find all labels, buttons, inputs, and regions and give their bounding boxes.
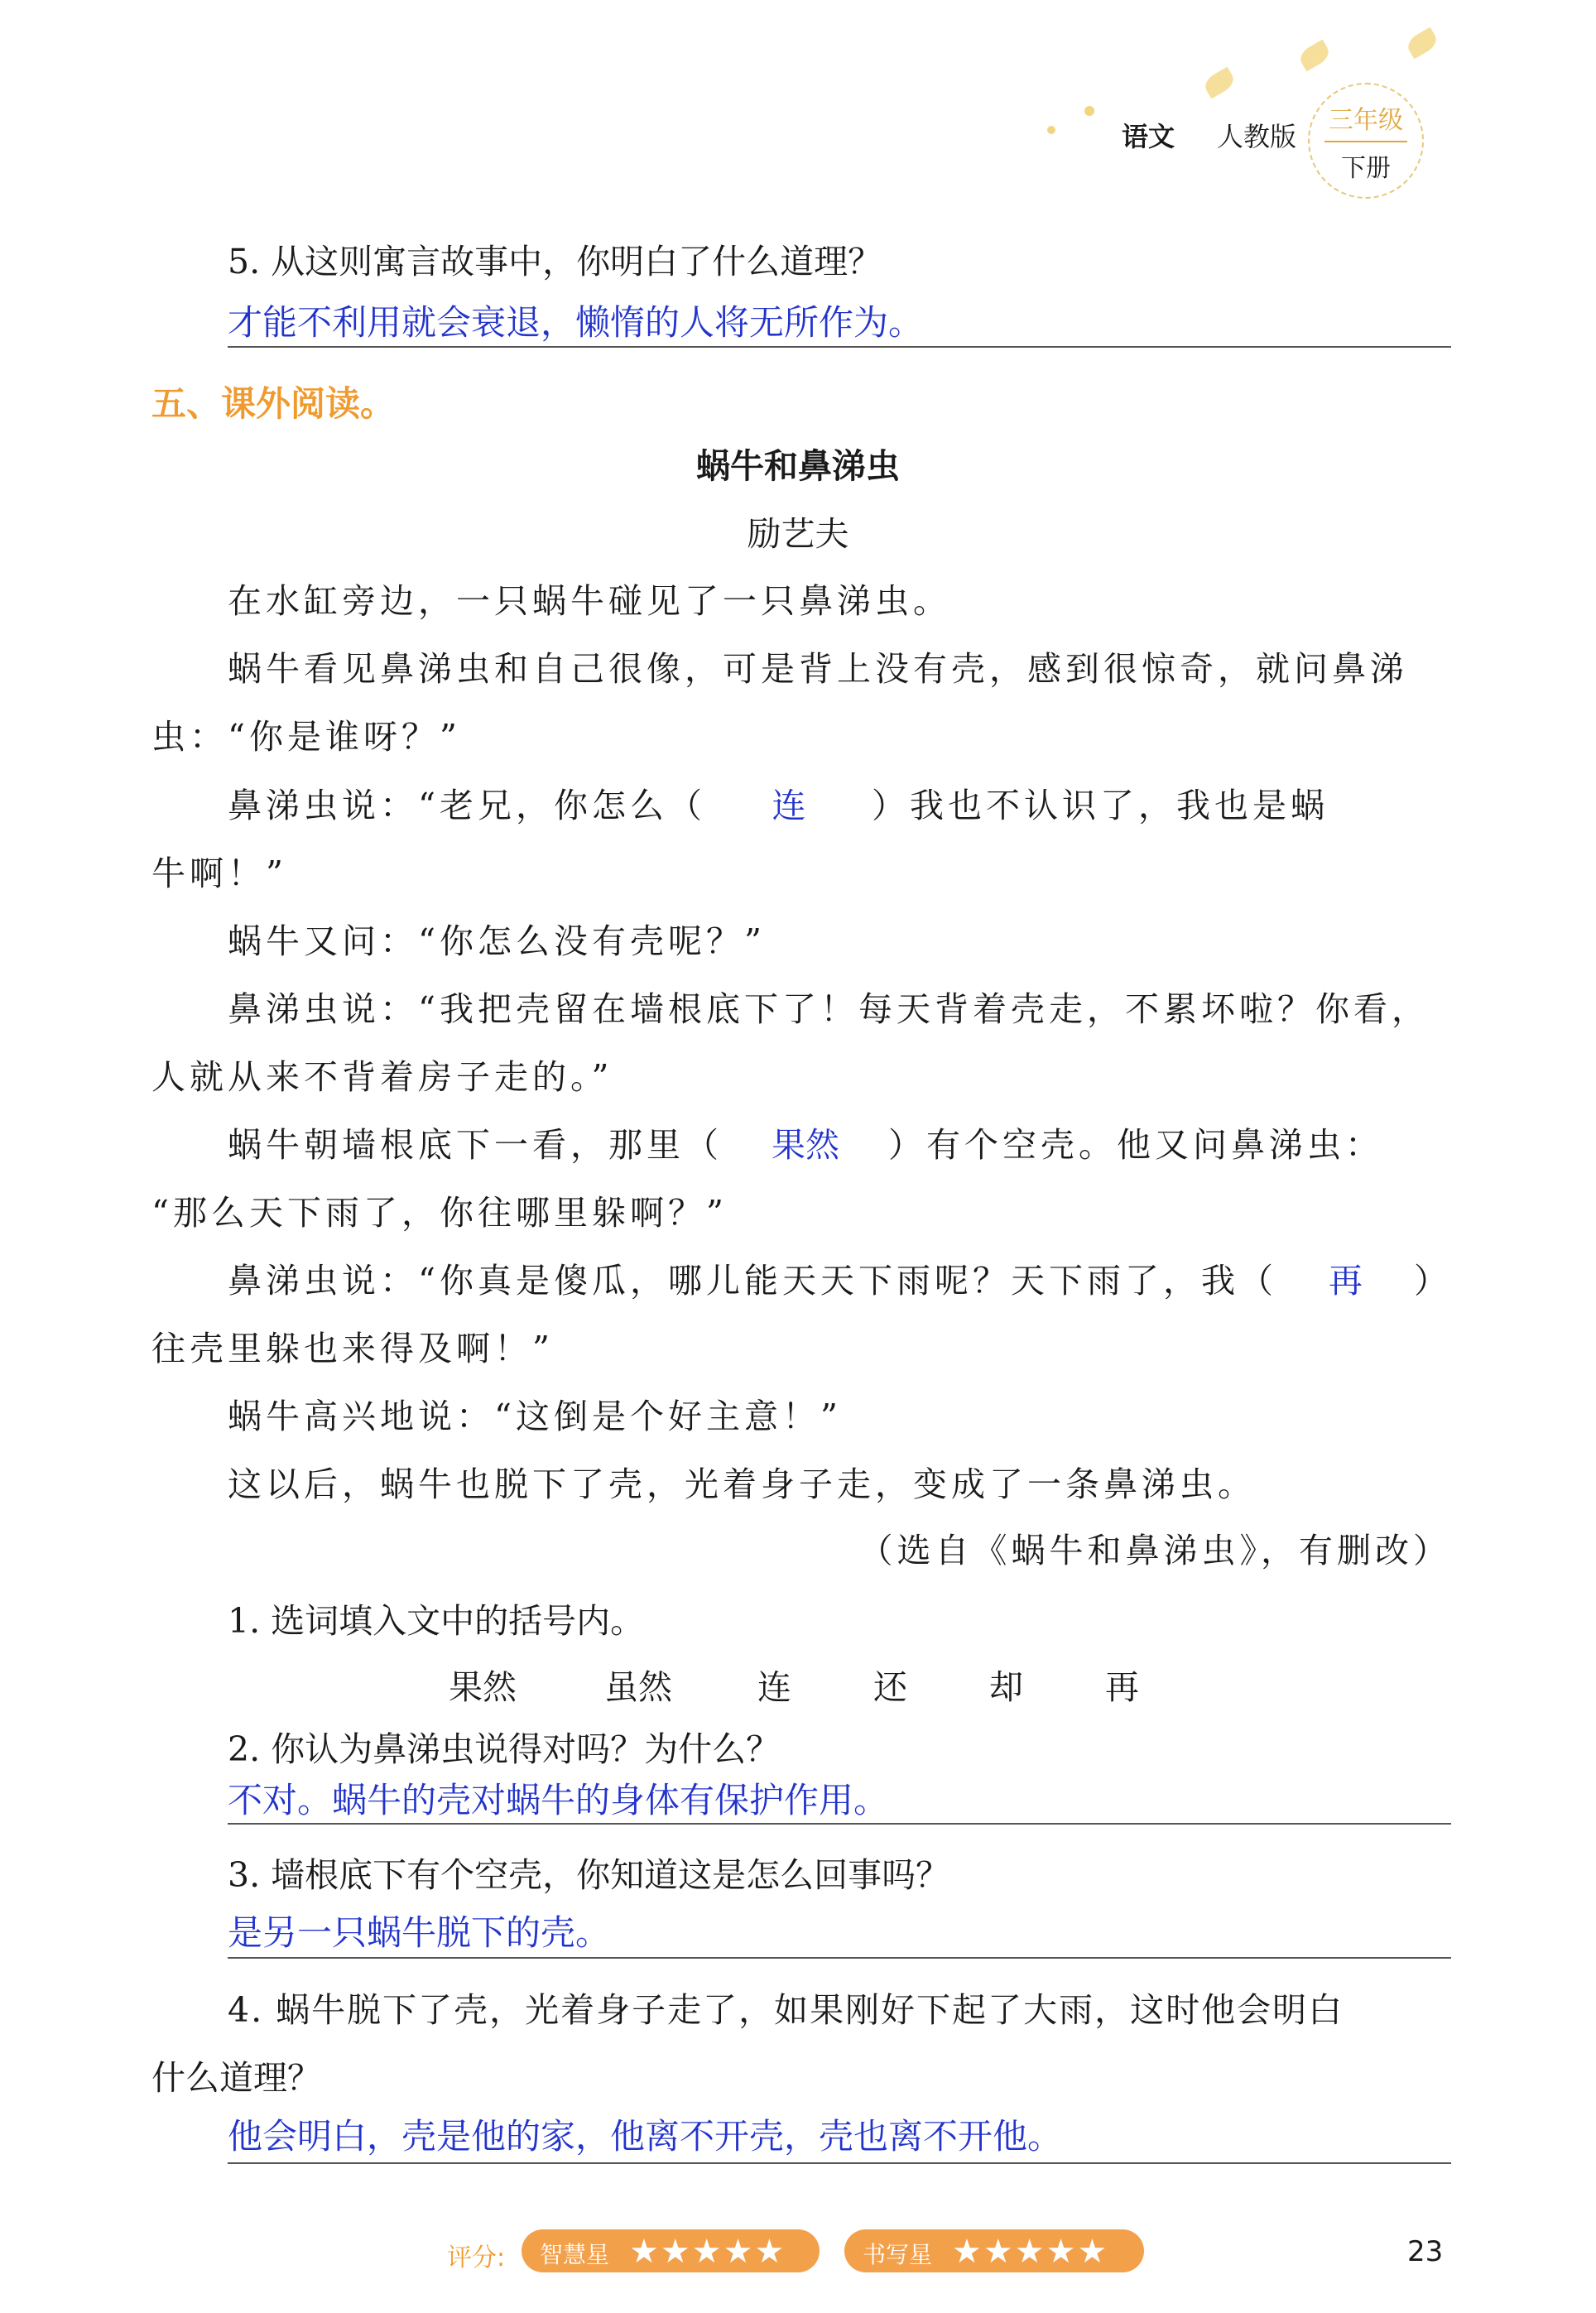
word-option: 虽然 — [604, 1667, 672, 1707]
decor-dot — [1047, 126, 1055, 134]
question-3: 3. 墙根底下有个空壳，你知道这是怎么回事吗？ — [228, 1855, 950, 1895]
grade-divider — [1324, 141, 1407, 142]
paragraph-line: 虫：“你是谁呀？” — [151, 717, 461, 757]
answer-3: 是另一只蜗牛脱下的壳。 — [228, 1912, 611, 1953]
fill-in-answer: 连 — [772, 786, 806, 825]
paragraph-line: 人就从来不背着房子走的。” — [151, 1057, 613, 1097]
writing-star-rating — [844, 2229, 1144, 2272]
fill-in-answer: 再 — [1328, 1261, 1363, 1301]
article-author: 励艺夫 — [747, 514, 849, 554]
paragraph-text: ）我也不认识了，我也是蜗 — [871, 786, 1329, 825]
grade-label: 三年级 — [1329, 106, 1403, 135]
paragraph-line — [228, 1118, 1383, 1166]
answer-4: 他会明白，壳是他的家，他离不开壳，壳也离不开他。 — [228, 2116, 1063, 2157]
question-4: 4. 蜗牛脱下了壳，光着身子走了，如果刚好下起了大雨，这时他会明白 — [228, 1990, 1344, 2030]
paragraph-line: 鼻涕虫说：“我把壳留在墙根底下了！每天背着壳走，不累坏啦？你看， — [228, 989, 1430, 1029]
leaf-icon — [1404, 27, 1440, 60]
paragraph-line: 在水缸旁边，一只蜗牛碰见了一只鼻涕虫。 — [228, 581, 951, 621]
word-option: 还 — [873, 1667, 907, 1707]
paragraph-line: 蜗牛看见鼻涕虫和自己很像，可是背上没有壳，感到很惊奇，就问鼻涕 — [228, 649, 1408, 689]
question-1: 1. 选词填入文中的括号内。 — [228, 1601, 645, 1641]
answer-line — [228, 346, 1451, 348]
leaf-icon — [1296, 40, 1332, 72]
star-icon: ★★★★★ — [952, 2233, 1109, 2271]
header-edition: 人教版 — [1217, 121, 1297, 152]
word-option: 却 — [989, 1667, 1023, 1707]
paragraph-text: 鼻涕虫说：“你真是傻瓜，哪儿能天天下雨呢？天下雨了，我（ — [228, 1261, 1277, 1301]
paragraph-line — [228, 1253, 1452, 1302]
paragraph-line: 牛啊！” — [151, 854, 287, 893]
grade-badge — [1308, 83, 1424, 199]
paragraph-text: 蜗牛朝墙根底下一看，那里（ — [228, 1125, 723, 1165]
question-4-cont: 什么道理？ — [151, 2058, 321, 2098]
paragraph-line: 蜗牛又问：“你怎么没有壳呢？” — [228, 921, 766, 961]
writing-star-label: 书写星 — [863, 2241, 933, 2268]
wisdom-star-rating — [522, 2229, 820, 2272]
article-title: 蜗牛和鼻涕虫 — [696, 446, 900, 486]
answer-line — [228, 1957, 1451, 1959]
question-5: 5. 从这则寓言故事中，你明白了什么道理？ — [228, 242, 882, 281]
article-source: （选自《蜗牛和鼻涕虫》，有删改） — [858, 1531, 1451, 1570]
header-subject: 语文 — [1122, 121, 1175, 152]
word-option: 再 — [1105, 1667, 1139, 1707]
decor-dot — [1084, 106, 1094, 116]
paragraph-line: “那么天下雨了，你往哪里躲啊？” — [151, 1193, 728, 1233]
answer-5: 才能不利用就会衰退，懒惰的人将无所作为。 — [228, 302, 924, 343]
paragraph-line: 这以后，蜗牛也脱下了壳，光着身子走，变成了一条鼻涕虫。 — [228, 1464, 1256, 1504]
score-label: 评分: — [447, 2243, 506, 2272]
word-option: 连 — [757, 1667, 791, 1707]
leaf-icon — [1201, 67, 1237, 99]
answer-line — [228, 1823, 1451, 1825]
paragraph-text: ） — [1413, 1261, 1452, 1301]
section-heading: 五、课外阅读。 — [151, 383, 396, 424]
fill-in-answer: 果然 — [772, 1125, 839, 1165]
paragraph-line: 往壳里躲也来得及啊！” — [151, 1329, 554, 1368]
volume-label: 下册 — [1341, 154, 1391, 183]
paragraph-text: 鼻涕虫说：“老兄，你怎么（ — [228, 786, 706, 825]
star-icon: ★★★★★ — [629, 2233, 786, 2271]
answer-line — [228, 2162, 1451, 2164]
answer-2: 不对。蜗牛的壳对蜗牛的身体有保护作用。 — [228, 1780, 889, 1820]
paragraph-line: 蜗牛高兴地说：“这倒是个好主意！” — [228, 1397, 842, 1436]
wisdom-star-label: 智慧星 — [540, 2241, 610, 2268]
word-option: 果然 — [449, 1667, 517, 1707]
question-2: 2. 你认为鼻涕虫说得对吗？为什么？ — [228, 1729, 781, 1769]
page-number: 23 — [1407, 2235, 1444, 2268]
paragraph-line — [228, 778, 1329, 827]
paragraph-text: ）有个空壳。他又问鼻涕虫： — [888, 1125, 1383, 1165]
